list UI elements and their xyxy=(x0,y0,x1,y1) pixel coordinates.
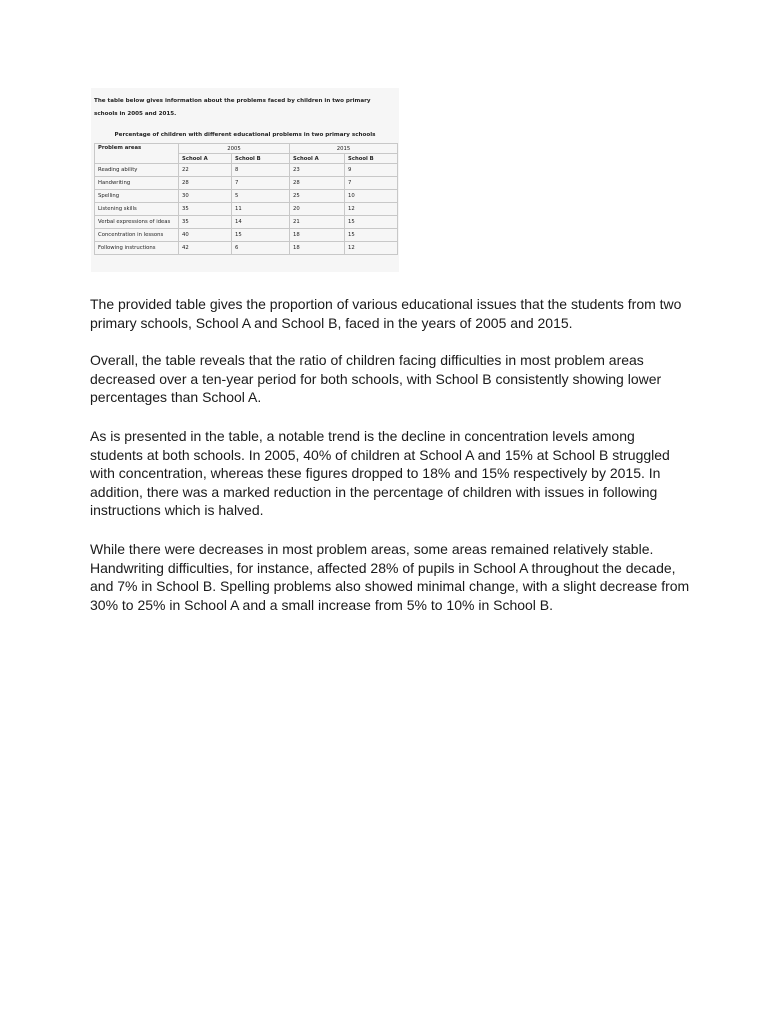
table-cell-value: 12 xyxy=(345,203,398,216)
table-row xyxy=(95,190,398,203)
table-cell-value: 18 xyxy=(290,229,345,242)
table-cell-value: 35 xyxy=(179,216,232,229)
table-cell-problem-area: Handwriting xyxy=(95,177,179,190)
table-row xyxy=(95,177,398,190)
table-header-row-years xyxy=(95,144,398,154)
table-cell-value: 14 xyxy=(232,216,290,229)
header-school-a-2015: School A xyxy=(290,154,345,164)
table-cell-problem-area: Concentration in lessons xyxy=(95,229,179,242)
table-cell-value: 5 xyxy=(232,190,290,203)
table-row xyxy=(95,164,398,177)
table-cell-value: 30 xyxy=(179,190,232,203)
table-row xyxy=(95,203,398,216)
header-year-2005: 2005 xyxy=(179,144,290,154)
table-cell-problem-area: Spelling xyxy=(95,190,179,203)
table-cell-value: 21 xyxy=(290,216,345,229)
table-cell-problem-area: Listening skills xyxy=(95,203,179,216)
table-cell-value: 20 xyxy=(290,203,345,216)
table-row xyxy=(95,216,398,229)
header-year-2015: 2015 xyxy=(290,144,398,154)
table-cell-value: 9 xyxy=(345,164,398,177)
table-cell-problem-area: Reading ability xyxy=(95,164,179,177)
table-cell-value: 7 xyxy=(345,177,398,190)
table-cell-value: 7 xyxy=(232,177,290,190)
table-cell-value: 15 xyxy=(345,229,398,242)
figure-intro-text: The table below gives information about the problems faced by children in two primary schools in 2005 and 2015. xyxy=(94,98,371,117)
table-cell-value: 15 xyxy=(232,229,290,242)
table-cell-value: 35 xyxy=(179,203,232,216)
table-cell-problem-area: Verbal expressions of ideas xyxy=(95,216,179,229)
table-cell-value: 40 xyxy=(179,229,232,242)
task-figure-image xyxy=(91,88,399,272)
essay-paragraph-overview: Overall, the table reveals that the ratio of children facing difficulties in most problem areas decreased over a ten-year period for both schools, with School B consistently showing lower percentages than School A. xyxy=(90,352,662,406)
table-cell-value: 23 xyxy=(290,164,345,177)
essay-paragraph-body-2: While there were decreases in most problem areas, some areas remained relatively stable. Handwriting difficulties, for instance, affected 28% of pupils in School A throughout the decade, and 7% in School B. Spelling problems also showed minimal change, with a slight decrease from 30% to 25% in School A and a small increase from 5% to 10% in School B. xyxy=(90,541,690,613)
table-cell-value: 28 xyxy=(179,177,232,190)
table-cell-value: 28 xyxy=(290,177,345,190)
table-cell-value: 18 xyxy=(290,242,345,255)
essay-paragraph-intro: The provided table gives the proportion of various educational issues that the students from two primary schools, School A and School B, faced in the years of 2005 and 2015. xyxy=(90,296,682,331)
table-cell-value: 15 xyxy=(345,216,398,229)
table-cell-value: 25 xyxy=(290,190,345,203)
essay-paragraph-body-1: As is presented in the table, a notable trend is the decline in concentration levels among students at both schools. In 2005, 40% of children at School A and 15% at School B struggled with concentration, whereas these figures dropped to 18% and 15% respectively by 2015. In addition, there was a marked reduction in the percentage of children with issues in following instructions which is halved. xyxy=(90,428,670,519)
table-cell-problem-area: Following instructions xyxy=(95,242,179,255)
table-cell-value: 42 xyxy=(179,242,232,255)
header-school-b-2015: School B xyxy=(345,154,398,164)
table-cell-value: 6 xyxy=(232,242,290,255)
table-cell-value: 12 xyxy=(345,242,398,255)
header-school-b-2005: School B xyxy=(232,154,290,164)
problems-table xyxy=(94,143,398,255)
table-title: Percentage of children with different educational problems in two primary schools xyxy=(114,132,376,138)
table-cell-value: 11 xyxy=(232,203,290,216)
table-row xyxy=(95,242,398,255)
table-cell-value: 10 xyxy=(345,190,398,203)
table-row xyxy=(95,229,398,242)
header-school-a-2005: School A xyxy=(179,154,232,164)
header-problem-areas: Problem areas xyxy=(95,144,179,164)
table-cell-value: 22 xyxy=(179,164,232,177)
table-cell-value: 8 xyxy=(232,164,290,177)
